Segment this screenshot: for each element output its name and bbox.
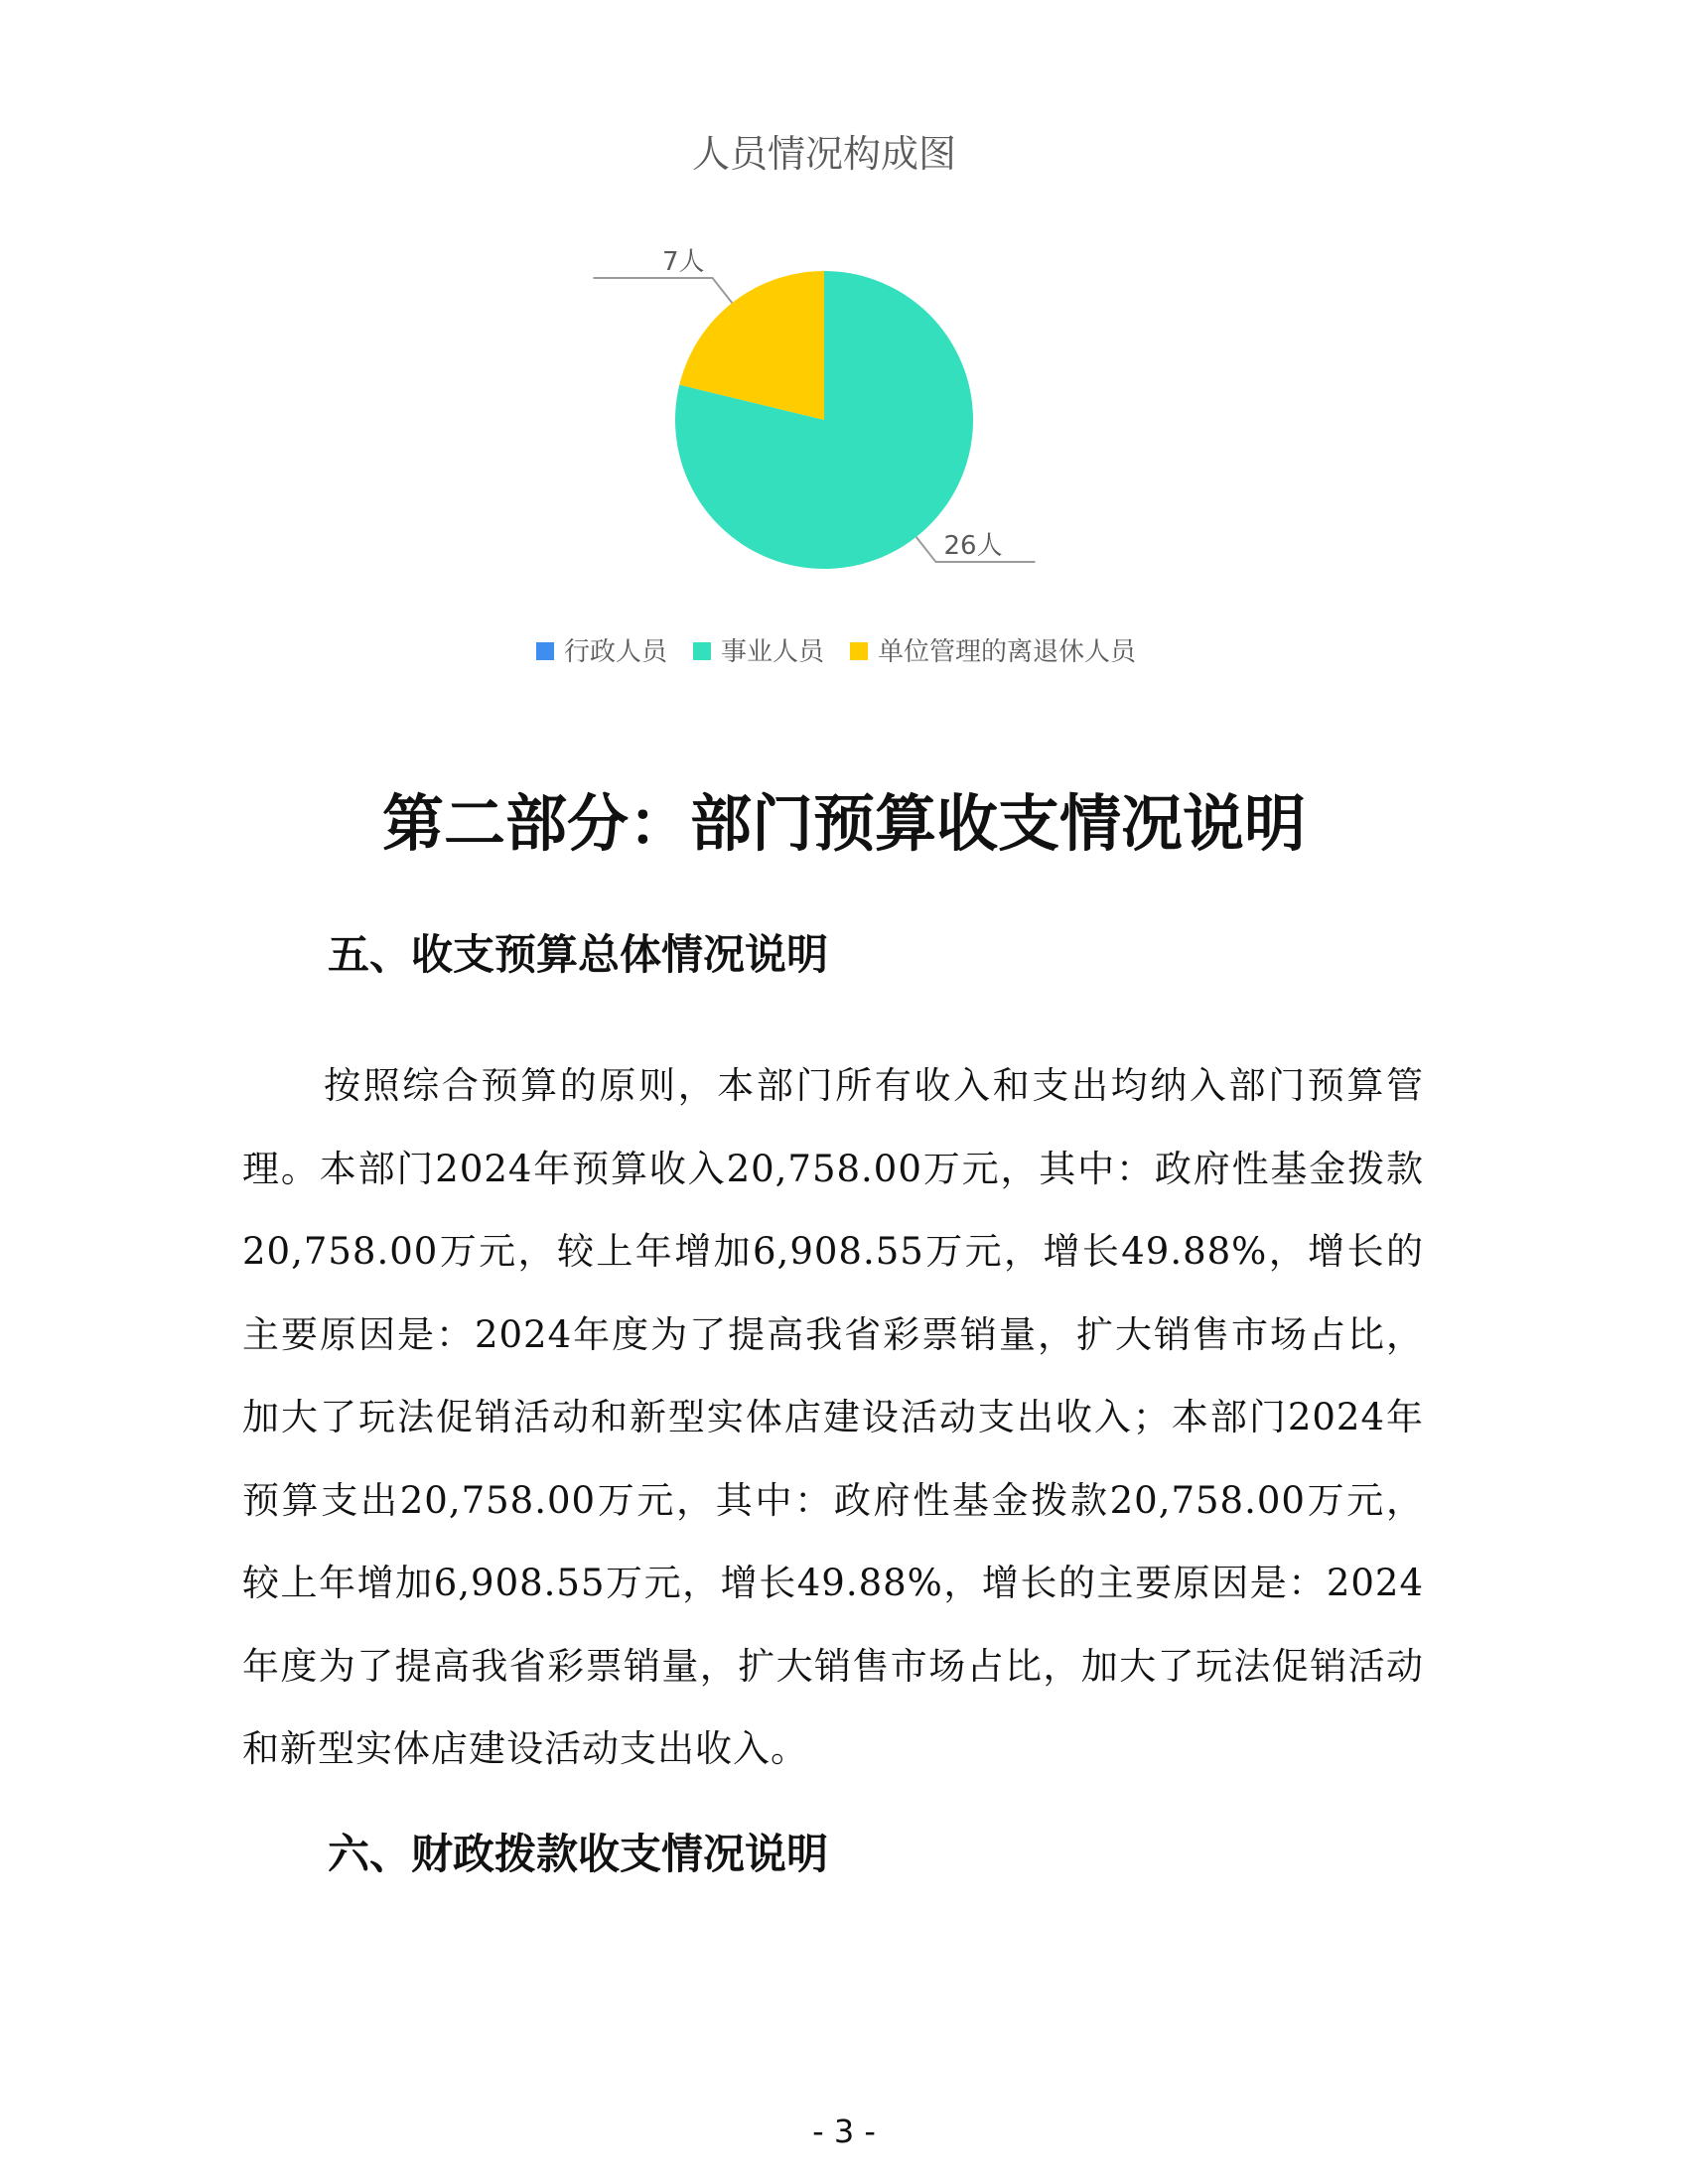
data-label-1: 26人 — [943, 531, 1003, 562]
part-title: 第二部分：部门预算收支情况说明 — [381, 787, 1306, 860]
legend-label-1: 事业人员 — [721, 637, 825, 667]
legend-swatch-2 — [850, 642, 868, 660]
leader-line-2 — [593, 278, 732, 303]
chart-legend — [536, 637, 1138, 667]
section-heading-6: 六、财政拨款收支情况说明 — [328, 1830, 829, 1878]
pie-slices — [675, 271, 973, 569]
legend-label-2: 单位管理的离退休人员 — [878, 637, 1137, 667]
section-heading-5: 五、收支预算总体情况说明 — [328, 930, 829, 979]
chart-title: 人员情况构成图 — [691, 132, 957, 176]
data-label-2: 7人 — [661, 246, 705, 277]
legend-label-0: 行政人员 — [564, 637, 668, 667]
section-5-body: 按照综合预算的原则，本部门所有收入和支出均纳入部门预算管理。本部门2024年预算收入20,758.00万元，其中：政府性基金拨款20,758.00万元，较上年增加6,908.55万元，增长49.88%，增长的主要原因是：2024年度为了提高我省彩票销量，扩大销售市场占比，加大了玩法促销活动和新型实体店建设活动支出收入；本部门2024年预算支出20,758.00万元，其中：政府性基金拨款20,758.00万元，较上年增加6,908.55万元，增长49.88%，增长的主要原因是：2024年度为了提高我省彩票销量，扩大销售市场占比，加大了玩法促销活动和新型实体店建设活动支出收入。 — [242, 1064, 1424, 1770]
pie-chart — [0, 0, 1688, 695]
legend-swatch-0 — [536, 642, 554, 660]
page-number: - 3 - — [812, 2113, 876, 2150]
legend-swatch-1 — [693, 642, 711, 660]
